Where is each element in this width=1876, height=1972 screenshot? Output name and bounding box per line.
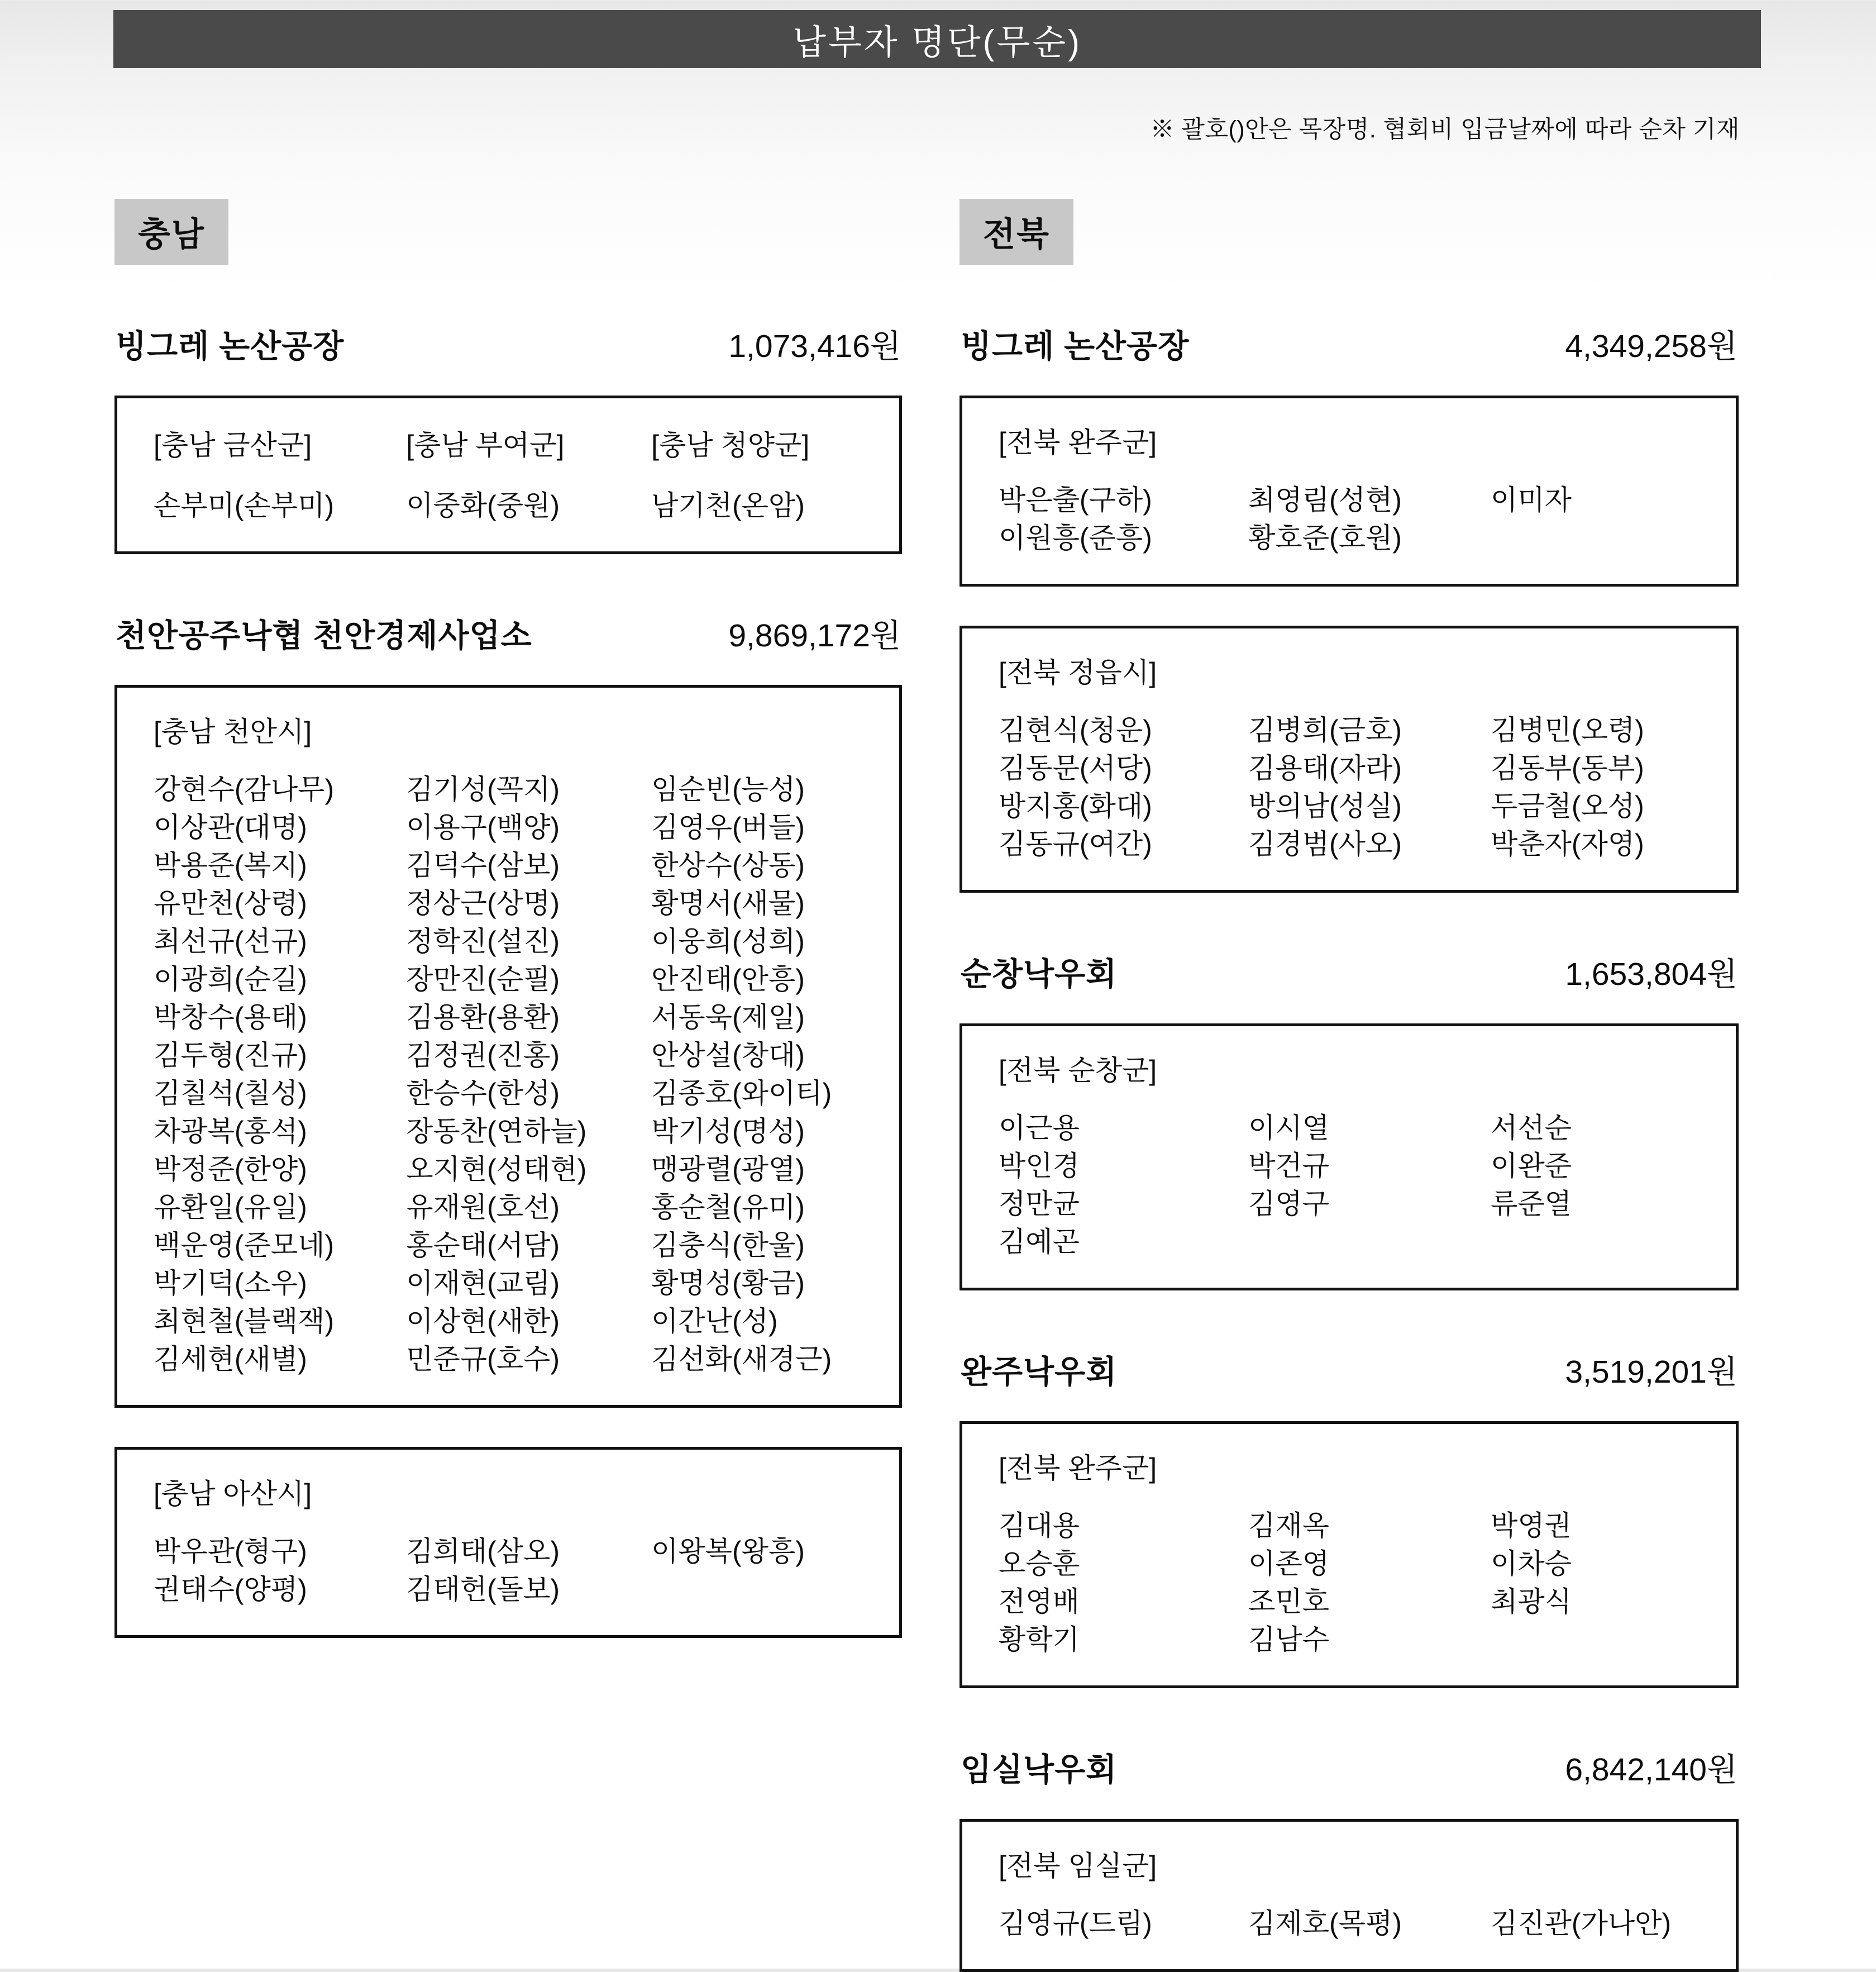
member-box [114,396,902,554]
member-name: 전영배 [999,1586,1080,1617]
area-grid [137,426,880,525]
member-name: 권태수(양평) [154,1574,307,1605]
area-label: [전북 완주군] [999,427,1157,458]
member-name: 황명성(황금) [651,1268,805,1299]
section-title: 임실낙우회 [961,1752,1118,1788]
member-name: 황호준(호원) [1248,522,1402,554]
region-column-jeonbuk [960,0,1739,1972]
section-amount: 1,073,416원 [728,328,901,364]
member-name: 서선순 [1491,1112,1572,1144]
member-name: 이원흥(준흥) [999,522,1152,554]
region-column-chungnam [114,0,902,1638]
member-box [960,1819,1739,1972]
member-name: 김남수 [1248,1624,1329,1655]
member-name-empty [634,1570,880,1608]
member-name: 김진관(가나안) [1491,1908,1672,1939]
section-heading [960,1744,1739,1790]
member-name: 이근용 [999,1112,1080,1144]
member-name: 박영권 [1491,1510,1572,1541]
member-grid [982,1507,1716,1659]
area-label: [전북 임실군] [999,1850,1157,1882]
member-name: 김용태(자라) [1248,752,1402,784]
member-name: 김종호(와이티) [651,1078,832,1109]
member-name: 김영우(버들) [651,812,805,843]
member-name: 김동부(동부) [1491,752,1644,784]
section-heading [960,1346,1739,1392]
area-label: [충남 청양군] [651,430,810,461]
member-name: 이완준 [1491,1150,1572,1182]
section-title: 빙그레 논산공장 [961,328,1190,364]
member-name: 유재원(호선) [406,1192,560,1223]
member-name: 한상수(상동) [651,850,805,881]
member-name: 김대용 [999,1510,1080,1541]
member-box [960,396,1739,587]
member-name: 박창수(용태) [154,1002,307,1033]
member-name: 김선화(새경근) [651,1344,832,1375]
member-grid [137,1532,880,1608]
section-amount: 9,869,172원 [728,618,901,654]
member-name: 김정권(진홍) [406,1040,560,1071]
member-name: 홍순태(서담) [406,1230,560,1261]
member-box [960,1023,1739,1290]
section-title: 빙그레 논산공장 [116,328,345,364]
member-name: 이간난(성) [651,1306,778,1337]
member-name: 박춘자(자영) [1491,828,1644,860]
member-name: 이웅희(성희) [651,926,805,957]
member-name: 홍순철(유미) [651,1192,805,1223]
member-name: 차광복(홍석) [154,1116,307,1147]
member-name: 김영구 [1248,1188,1329,1220]
member-name: 이재현(교림) [406,1268,560,1299]
member-name-empty [1231,1223,1474,1261]
section-amount: 4,349,258원 [1565,328,1737,364]
section-heading [960,321,1739,366]
member-name-empty [1474,1621,1716,1659]
member-name: 박정준(한양) [154,1154,307,1185]
member-name: 정학진(설진) [406,926,560,957]
member-name: 김기성(꼭지) [406,774,560,805]
member-name: 이시열 [1248,1112,1329,1144]
member-name: 김칠석(칠성) [154,1078,307,1109]
member-name-empty [1474,1223,1716,1261]
member-name: 유환일(유일) [154,1192,307,1223]
section-heading [960,949,1739,994]
member-name: 김예곤 [999,1226,1080,1257]
section-heading [114,610,902,656]
member-name: 정상근(상명) [406,888,560,919]
member-name: 박우관(형구) [154,1536,307,1567]
member-name: 황명서(새물) [651,888,805,919]
member-grid [982,481,1716,557]
section-title: 천안공주낙협 천안경제사업소 [116,618,532,654]
member-name: 최현철(블랙잭) [154,1306,335,1337]
member-box [960,626,1739,893]
member-name: 이중화(중원) [406,490,560,521]
member-name: 김동문(서당) [999,752,1152,784]
member-name: 황학기 [999,1624,1080,1655]
note-text: ※ 괄호()안은 목장명. 협회비 입금날짜에 따라 순차 기재 [1150,116,1740,143]
member-name: 서동욱(제일) [651,1002,805,1033]
member-name: 오지현(성태현) [406,1154,587,1185]
page-title: 납부자 명단(무순) [793,23,1082,62]
member-name: 김경범(사오) [1248,828,1402,860]
member-name: 조민호 [1248,1586,1329,1617]
member-name: 임순빈(능성) [651,774,805,805]
member-name: 이차승 [1491,1548,1572,1579]
member-name: 김제호(목평) [1248,1908,1402,1939]
member-name: 최선규(선규) [154,926,307,957]
member-name: 김병희(금호) [1248,715,1402,746]
member-box [960,1421,1739,1688]
section-title: 순창낙우회 [961,956,1118,992]
member-name: 이광희(순길) [154,964,307,995]
member-grid [982,1109,1716,1261]
member-name: 최광식 [1491,1586,1572,1617]
member-name: 한승수(한성) [406,1078,560,1109]
area-label: [충남 아산시] [154,1478,312,1509]
area-label: [충남 부여군] [406,430,565,461]
member-name-empty [1474,519,1716,557]
member-name: 김희태(삼오) [406,1536,560,1567]
member-name: 두금철(오성) [1491,790,1644,822]
member-name: 방지홍(화대) [999,790,1152,822]
member-name: 김현식(청운) [999,715,1152,746]
member-name: 김두형(진규) [154,1040,307,1071]
member-name: 박기덕(소우) [154,1268,307,1299]
section-amount: 3,519,201원 [1565,1354,1737,1390]
member-name: 박용준(복지) [154,850,307,881]
member-grid [982,1904,1716,1942]
member-name: 방의남(성실) [1248,790,1402,822]
member-name: 이왕복(왕흥) [651,1536,805,1567]
member-grid [137,770,880,1378]
member-name: 맹광렬(광열) [651,1154,805,1185]
member-name: 이상현(새한) [406,1306,560,1337]
member-name: 손부미(손부미) [154,490,335,521]
member-name: 유만천(상령) [154,888,307,919]
member-name: 이존영 [1248,1548,1329,1579]
member-name: 이미자 [1491,484,1572,516]
section-amount: 1,653,804원 [1565,956,1737,992]
member-name: 최영림(성현) [1248,484,1402,516]
area-label: [전북 순창군] [999,1055,1157,1086]
area-label: [전북 완주군] [999,1452,1157,1484]
area-label: [전북 정읍시] [999,657,1157,688]
member-name: 박건규 [1248,1150,1329,1182]
member-name: 민준규(호수) [406,1344,560,1375]
area-label: [충남 천안시] [154,716,312,747]
member-name: 류준열 [1491,1188,1572,1220]
member-name: 이상관(대명) [154,812,307,843]
section-heading [114,321,902,366]
member-name: 김용환(용환) [406,1002,560,1033]
member-grid [982,711,1716,863]
member-name: 박기성(명성) [651,1116,805,1147]
member-name: 김충식(한울) [651,1230,805,1261]
member-name: 김병민(오령) [1491,715,1644,746]
member-name: 김재옥 [1248,1510,1329,1541]
member-name: 장동찬(연하늘) [406,1116,587,1147]
member-name: 안진태(안흥) [651,964,805,995]
member-name: 오승훈 [999,1548,1080,1579]
member-name: 이용구(백양) [406,812,560,843]
member-name: 김영규(드림) [999,1908,1152,1939]
region-badge: 충남 [114,199,228,265]
member-name: 강현수(감나무) [154,774,335,805]
member-name: 남기천(온암) [651,490,805,521]
member-name: 김덕수(삼보) [406,850,560,881]
member-name: 박은출(구하) [999,484,1152,516]
member-name: 백운영(준모네) [154,1230,335,1261]
member-name: 장만진(순필) [406,964,560,995]
section-amount: 6,842,140원 [1565,1752,1737,1788]
member-name: 김세현(새별) [154,1344,307,1375]
member-box [114,1447,902,1638]
area-label: [충남 금산군] [154,430,312,461]
region-badge: 전북 [960,199,1073,265]
member-box [114,685,902,1408]
member-name: 김동규(여간) [999,828,1152,860]
section-title: 완주낙우회 [961,1354,1118,1390]
member-name: 안상설(창대) [651,1040,805,1071]
member-name: 김태헌(돌보) [406,1574,560,1605]
member-name: 박인경 [999,1150,1080,1182]
member-name: 정만균 [999,1188,1080,1220]
